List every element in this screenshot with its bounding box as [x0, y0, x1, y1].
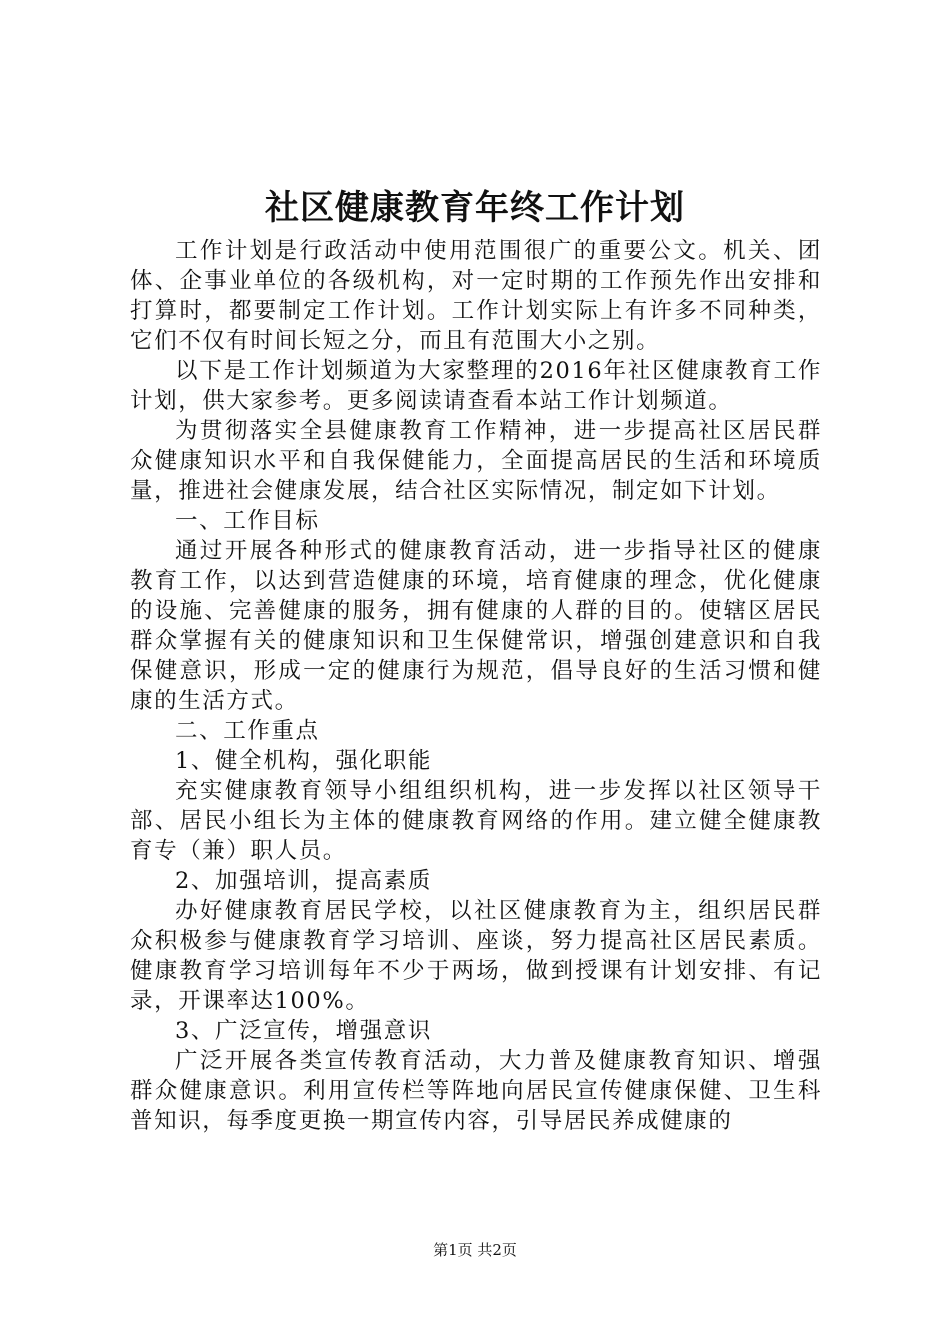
subheading-publicity: 3、广泛宣传，增强意识	[175, 1018, 432, 1044]
paragraph-intro: 工作计划是行政活动中使用范围很广的重要公文。机关、团体、企事业单位的各级机构，对一定时期的工作预先作出安排和打算时，都要制定工作计划。工作计划实际上有许多不同种类，它们不仅有时间长短之分，而且有范围大小之别。	[130, 238, 822, 354]
paragraph-training: 办好健康教育居民学校，以社区健康教育为主，组织居民群众积极参与健康教育学习培训、座谈，努力提高社区居民素质。健康教育学习培训每年不少于两场，做到授课有计划安排、有记录，开课率达100%。	[130, 898, 822, 1014]
section-heading-goals: 一、工作目标	[175, 508, 320, 534]
paragraph-organization: 充实健康教育领导小组组织机构，进一步发挥以社区领导干部、居民小组长为主体的健康教育网络的作用。建立健全健康教育专（兼）职人员。	[130, 778, 822, 864]
document-title: 社区健康教育年终工作计划	[265, 188, 685, 228]
paragraph-goals: 通过开展各种形式的健康教育活动，进一步指导社区的健康教育工作，以达到营造健康的环境，培育健康的理念，优化健康的设施、完善健康的服务，拥有健康的人群的目的。使辖区居民群众掌握有关的健康知识和卫生保健常识，增强创建意识和自我保健意识，形成一定的健康行为规范，倡导良好的生活习惯和健康的生活方式。	[130, 538, 822, 714]
page-footer: 第1页 共2页	[433, 1241, 517, 1259]
document-body	[130, 236, 822, 1136]
paragraph-channel-note: 以下是工作计划频道为大家整理的2016年社区健康教育工作计划，供大家参考。更多阅读请查看本站工作计划频道。	[130, 358, 822, 414]
subheading-training: 2、加强培训，提高素质	[175, 868, 432, 894]
subheading-organization: 1、健全机构，强化职能	[175, 748, 432, 774]
section-heading-focus: 二、工作重点	[175, 718, 320, 744]
paragraph-purpose: 为贯彻落实全县健康教育工作精神，进一步提高社区居民群众健康知识水平和自我保健能力，全面提高居民的生活和环境质量，推进社会健康发展，结合社区实际情况，制定如下计划。	[130, 418, 822, 504]
paragraph-publicity: 广泛开展各类宣传教育活动，大力普及健康教育知识、增强群众健康意识。利用宣传栏等阵地向居民宣传健康保健、卫生科普知识，每季度更换一期宣传内容，引导居民养成健康的	[130, 1048, 822, 1134]
